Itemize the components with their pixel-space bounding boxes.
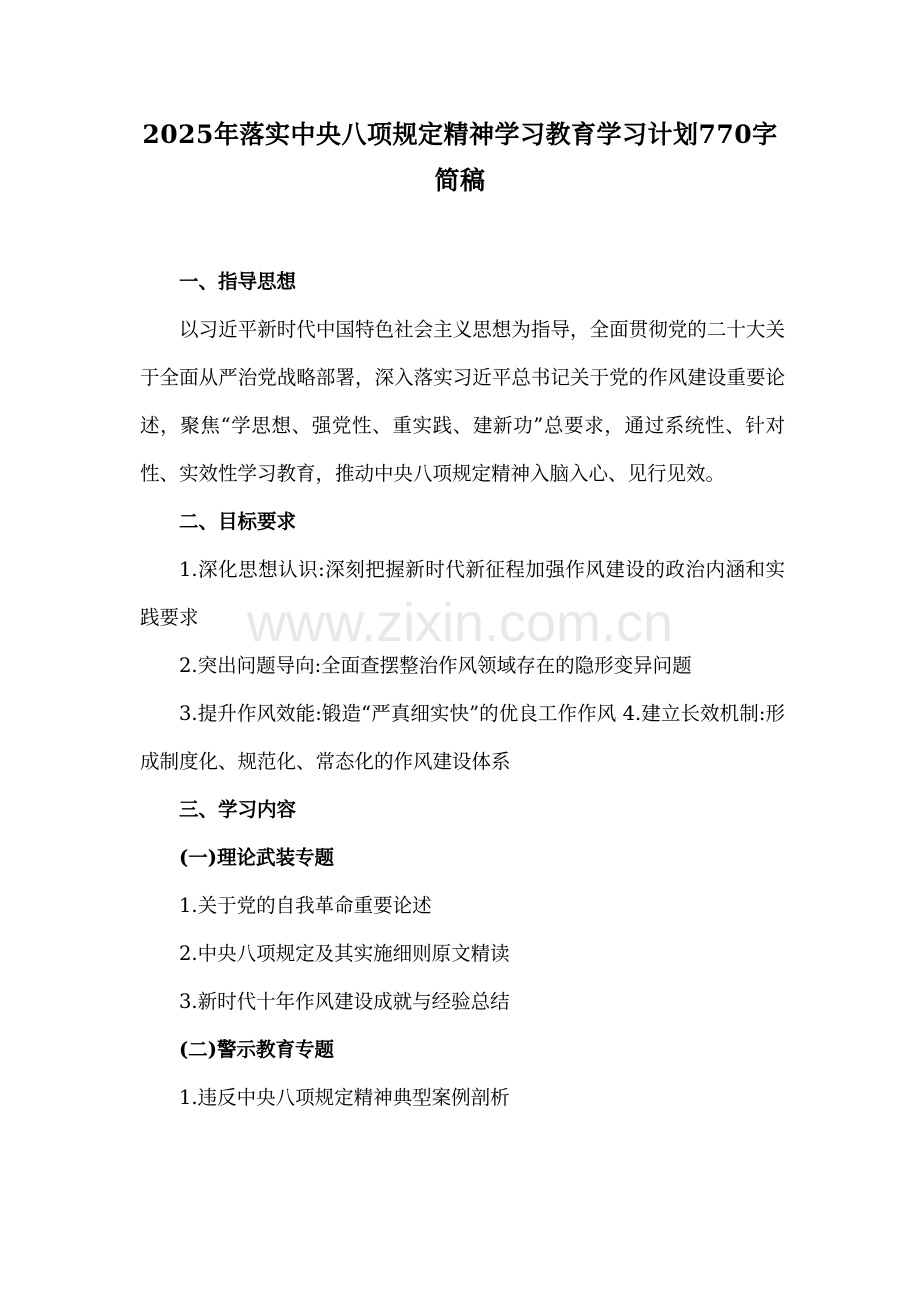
document-title: 2025年落实中央八项规定精神学习教育学习计划770字简稿 <box>142 120 778 195</box>
paragraph-goal-2: 2.突出问题导向:全面查摆整治作风领域存在的隐形变异问题 <box>179 654 692 677</box>
list-item-theory-3: 3.新时代十年作风建设成就与经验总结 <box>179 990 510 1013</box>
paragraph-goal-3-4: 3.提升作风效能:锻造“严真细实快”的优良工作作风 4.建立长效机制:形成制度化、规范化、常态化的作风建设体系 <box>140 702 785 773</box>
list-item-theory-2: 2.中央八项规定及其实施细则原文精读 <box>179 942 510 965</box>
paragraph-guiding-thought: 以习近平新时代中国特色社会主义思想为指导，全面贯彻党的二十大关于全面从严治党战略部署，深入落实习近平总书记关于党的作风建设重要论述，聚焦“学思想、强党性、重实践、建新功”总要求，通过系统性、针对性、实效性学习教育，推动中央八项规定精神入脑入心、见行见效。 <box>140 318 785 485</box>
section-heading-goals: 二、目标要求 <box>179 510 297 533</box>
section-heading-guiding-thought: 一、指导思想 <box>179 270 297 293</box>
document-body <box>140 258 785 1122</box>
subsection-heading-theory: (一)理论武装专题 <box>179 846 334 869</box>
section-heading-study-content: 三、学习内容 <box>179 798 297 821</box>
watermark-text: www.zixin.com.cn <box>246 593 674 653</box>
subsection-heading-warning: (二)警示教育专题 <box>179 1038 334 1061</box>
list-item-theory-1: 1.关于党的自我革命重要论述 <box>179 894 432 917</box>
list-item-warning-1: 1.违反中央八项规定精神典型案例剖析 <box>179 1086 510 1109</box>
paragraph-goal-1: 1.深化思想认识:深刻把握新时代新征程加强作风建设的政治内涵和实践要求 <box>140 558 785 629</box>
